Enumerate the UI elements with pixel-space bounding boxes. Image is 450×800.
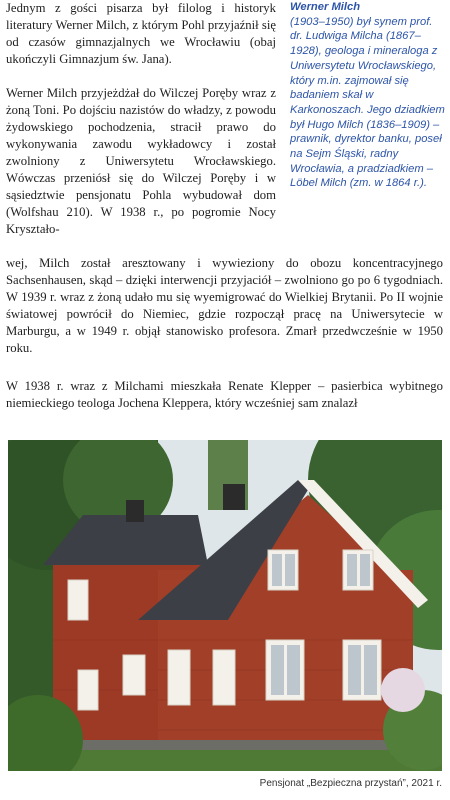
sidebar-text: (1903–1950) był synem prof. dr. Ludwiga Milcha (1867–1928), geologa i mineraloga z Uniwersytetu Wrocławskiego, który m.in. zajmował się badaniem skał w Karkonoszach. Jego dziadkiem był Hugo Milch (1836–1909) – prawnik, dyrektor banku, poseł na Sejm Śląski, radny Wrocławia, a pradziadkiem – Löbel Milch (zm. w 1864 r.).	[290, 15, 445, 190]
sidebar-name: Werner Milch	[290, 1, 361, 13]
full-width-text	[6, 255, 443, 357]
house-photo	[8, 440, 442, 771]
paragraph-milch-visits: Werner Milch przyjeżdżał do Wilczej Poręby wraz z żoną Toni. Po dojściu nazistów do władzy, z powodu żydowskiego pochodzenia, stracił prawo do wykonywania zawodu wykładowcy i został zwolniony z Uniwersytetu Wrocławskiego. Wówczas przeniósł się do Wilczej Poręby i w sąsiedztwie pensjonatu Pohla wybudował dom (Wolfshau 210). W 1938 r., po pogromie Nocy Kryształo-	[6, 86, 276, 236]
paragraph-guests: Jednym z gości pisarza był filolog i historyk literatury Werner Milch, z którym Pohl przyjaźnił się od czasów gimnazjalnych we Wrocławiu (obaj ukończyli Gimnazjum św. Jana).	[6, 1, 276, 66]
full-width-text-2	[6, 378, 443, 412]
sidebar-biography	[290, 0, 446, 191]
house-illustration	[8, 440, 442, 771]
main-text-column	[6, 0, 276, 238]
photo-caption: Pensjonat „Bezpieczna przystań”, 2021 r.	[259, 778, 442, 789]
paragraph-klepper: W 1938 r. wraz z Milchami mieszkała Renate Klepper – pasierbica wybitnego niemieckiego teologa Jochena Kleppera, który wcześniej sam znalazł	[6, 379, 443, 410]
paragraph-milch-continued: wej, Milch został aresztowany i wywieziony do obozu koncentracyjnego Sachsenhausen, skąd – dzięki interwencji przyjaciół – zwolniono go po 6 tygodniach. W 1939 r. wraz z żoną udało mu się wyemigrować do Wielkiej Brytanii. Po II wojnie światowej powrócił do Niemiec, gdzie rozpoczął pracę na Uniwersytecie w Marburgu, a w 1949 r. objął stanowisko profesora. Zmarł przedwcześnie w 1950 roku.	[6, 256, 443, 355]
